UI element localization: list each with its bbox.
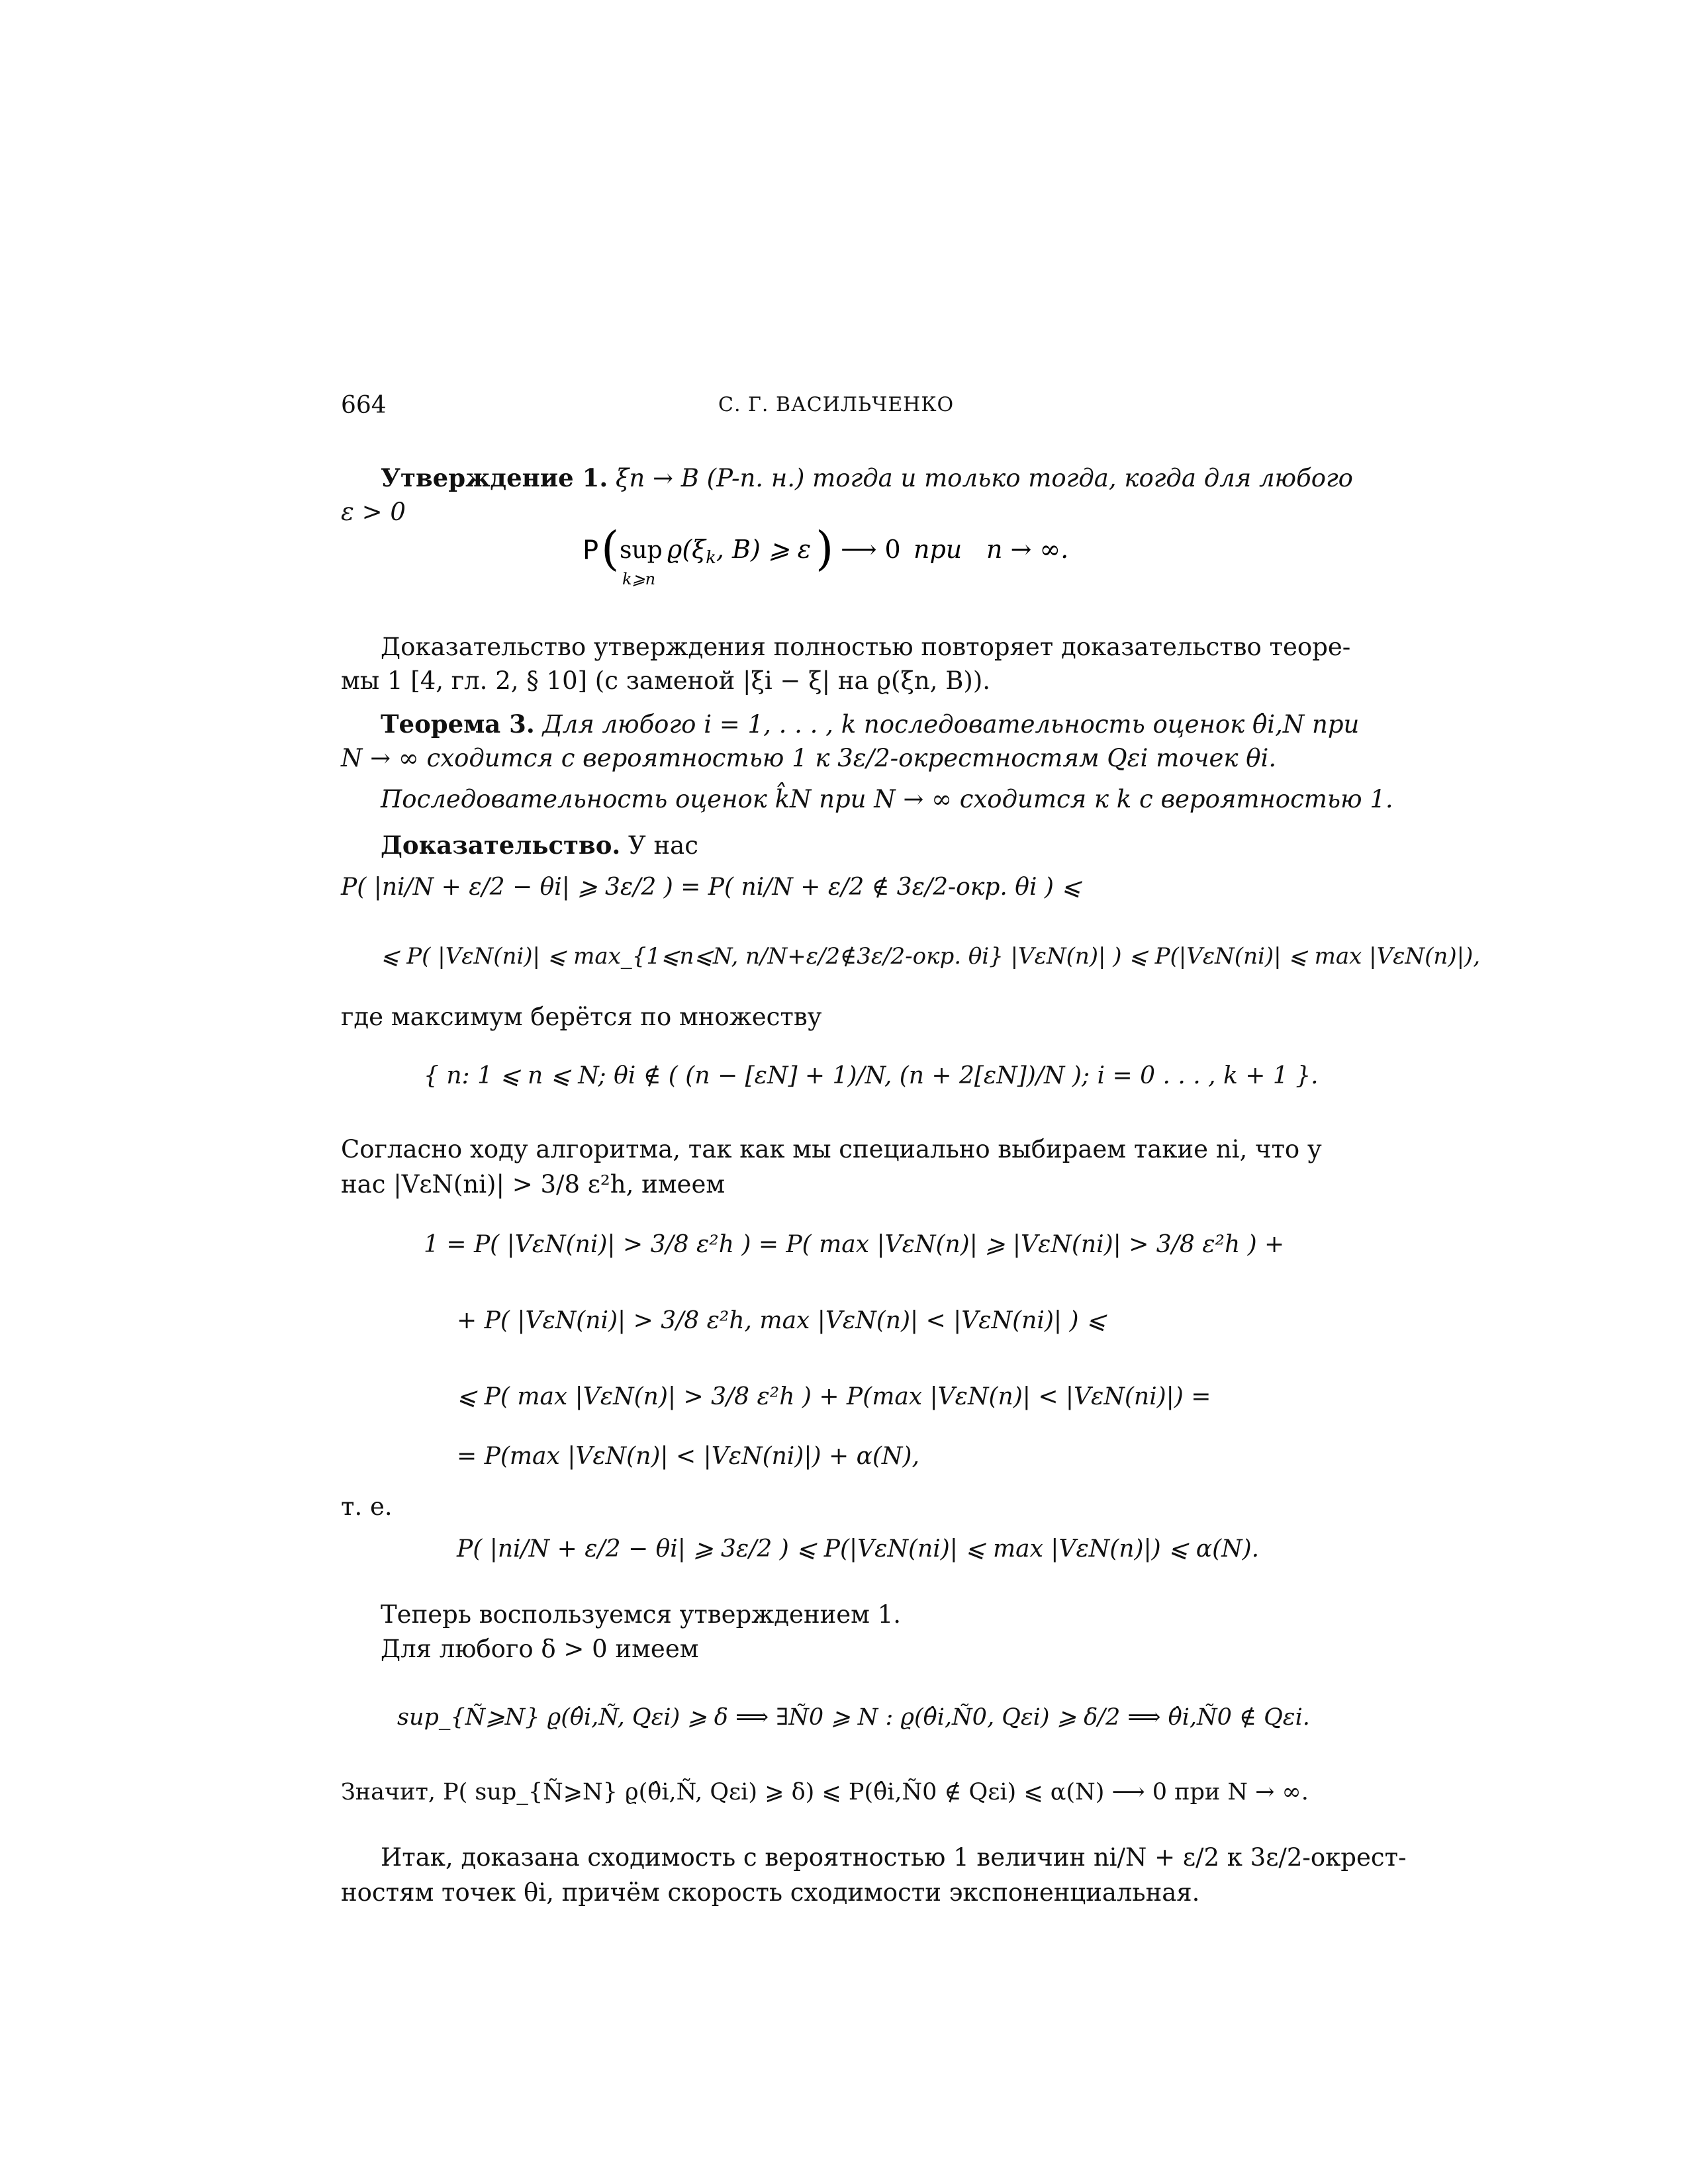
statement-1-formula-svg xyxy=(583,526,1178,599)
statement-1-formula xyxy=(583,526,1178,599)
algorithm-line-1: Согласно ходу алгоритма, так как мы специально выбираем такие ni, что у xyxy=(341,1135,1322,1163)
theorem-3-label: Теорема 3. xyxy=(381,709,535,739)
svg-text:): ) xyxy=(816,526,834,576)
svg-text:(: ( xyxy=(601,526,620,576)
ie-label: т. е. xyxy=(341,1492,393,1521)
svg-text:при: при xyxy=(914,535,962,564)
proof-note-line-1: Доказательство утверждения полностью повторяет доказательство теоре- xyxy=(381,633,1351,661)
therefore-line: Значит, P( sup_{Ñ⩾N} ϱ(θ̂i,Ñ, Qεi) ⩾ δ) ⩽ P(θ̂i,Ñ0 ∉ Qεi) ⩽ α(N) ⟶ 0 при N → ∞. xyxy=(341,1779,1309,1805)
proof-heading xyxy=(381,831,698,860)
theorem-3 xyxy=(381,709,1359,739)
equation-2-row-2: + P( |VεN(ni)| > 3/8 ε²h, max |VεN(n)| < |VεN(ni)| ) ⩽ xyxy=(457,1307,1107,1334)
statement-1-text: ξn → B (P-п. н.) тогда и только тогда, когда для любого xyxy=(615,464,1353,492)
conclusion-line-2: ностям точек θi, причём скорость сходимости экспоненциальная. xyxy=(341,1878,1200,1907)
equation-2-row-4: = P(max |VεN(n)| < |VεN(ni)|) + α(N), xyxy=(457,1443,919,1470)
page-number: 664 xyxy=(341,392,387,419)
set-formula: { n: 1 ⩽ n ⩽ N; θi ∉ ( (n − [εN] + 1)/N, (n + 2[εN])/N ); i = 0 . . . , k + 1 }. xyxy=(424,1062,1319,1089)
svg-text:ϱ(ξk, B) ⩾ ε: $ϱ(\xi_k$, B) ⩾ ε xyxy=(667,535,812,568)
svg-text:n → ∞.: n → ∞. xyxy=(986,535,1069,564)
svg-text:sup: sup xyxy=(620,537,663,564)
equation-1-row-1: P( |ni/N + ε/2 − θi| ⩾ 3ε/2 ) = P( ni/N + ε/2 ∉ 3ε/2-окр. θi ) ⩽ xyxy=(341,874,1082,901)
theorem-3-line-3: Последовательность оценок k̂N при N → ∞ сходится к k с вероятностью 1. xyxy=(381,785,1393,813)
svg-text:k⩾n: k⩾n xyxy=(622,570,656,588)
statement-1 xyxy=(381,463,1353,492)
proof-label: Доказательство. xyxy=(381,831,621,860)
svg-text:P: P xyxy=(583,535,599,566)
conclusion-line-1: Итак, доказана сходимость с вероятностью 1 величин ni/N + ε/2 к 3ε/2-окрест- xyxy=(381,1843,1407,1872)
statement-1-label: Утверждение 1. xyxy=(381,463,608,492)
set-description: где максимум берётся по множеству xyxy=(341,1003,822,1031)
now-line-1: Теперь воспользуемся утверждением 1. xyxy=(381,1600,902,1629)
algorithm-line-2: нас |VεN(ni)| > 3/8 ε²h, имеем xyxy=(341,1170,726,1199)
theorem-3-line-2: N → ∞ сходится с вероятностью 1 к 3ε/2-окрестностям Qεi точек θi. xyxy=(341,744,1277,772)
equation-4: sup_{Ñ⩾N} ϱ(θ̂i,Ñ, Qεi) ⩾ δ ⟹ ∃Ñ0 ⩾ N : ϱ(θ̂i,Ñ0, Qεi) ⩾ δ/2 ⟹ θ̂i,Ñ0 ∉ Qεi. xyxy=(397,1704,1310,1731)
equation-3: P( |ni/N + ε/2 − θi| ⩾ 3ε/2 ) ⩽ P(|VεN(ni)| ⩽ max |VεN(n)|) ⩽ α(N). xyxy=(457,1535,1260,1563)
theorem-3-line-1: Для любого i = 1, . . . , k последовательность оценок θ̂i,N при xyxy=(542,710,1360,739)
now-line-2: Для любого δ > 0 имеем xyxy=(381,1635,699,1663)
proof-note-line-2: мы 1 [4, гл. 2, § 10] (с заменой |ξi − ξ| на ϱ(ξn, B)). xyxy=(341,666,991,695)
proof-intro: У нас xyxy=(628,831,698,860)
equation-2-row-3: ⩽ P( max |VεN(n)| > 3/8 ε²h ) + P(max |VεN(n)| < |VεN(ni)|) = xyxy=(457,1383,1211,1410)
statement-1-condition: ε > 0 xyxy=(341,498,406,526)
running-header-author: С. Г. ВАСИЛЬЧЕНКО xyxy=(718,393,955,416)
equation-2-row-1: 1 = P( |VεN(ni)| > 3/8 ε²h ) = P( max |VεN(n)| ⩾ |VεN(ni)| > 3/8 ε²h ) + xyxy=(424,1231,1285,1258)
equation-1-row-2: ⩽ P( |VεN(ni)| ⩽ max_{1⩽n⩽N, n/N+ε/2∉3ε/2-окр. θi} |VεN(n)| ) ⩽ P(|VεN(ni)| ⩽ max |VεN(n)|), xyxy=(381,943,1481,970)
svg-text:⟶ 0: ⟶ 0 xyxy=(841,535,901,564)
